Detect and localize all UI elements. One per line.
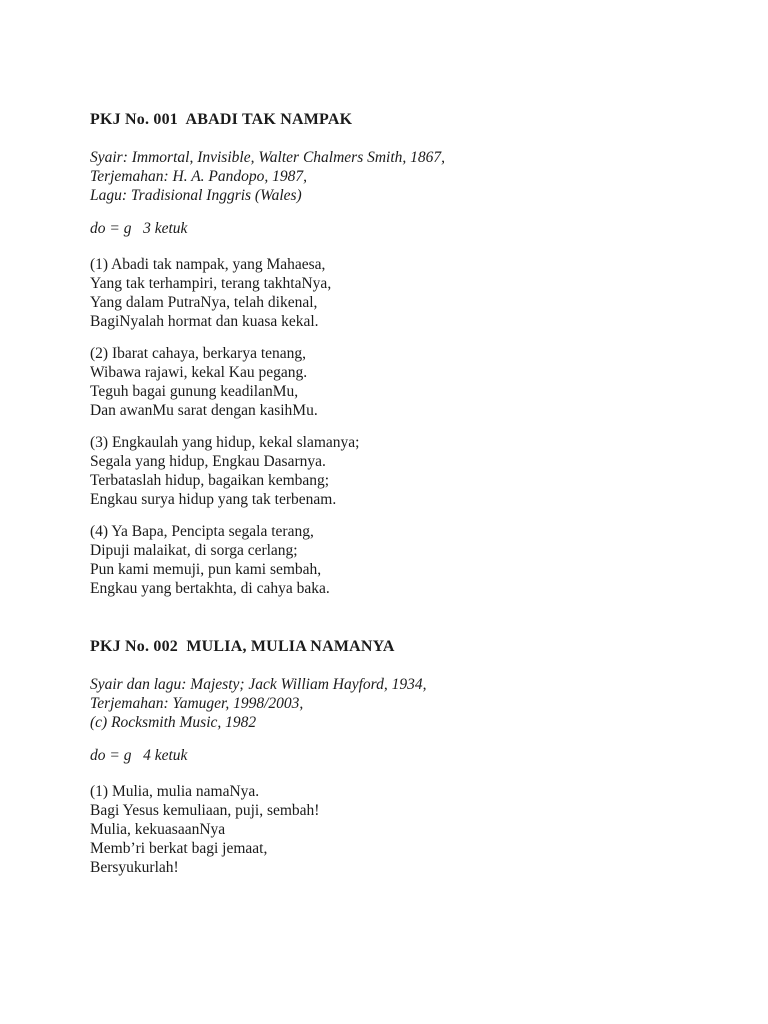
song-001-verse-1 — [90, 255, 698, 331]
verse-line: Segala yang hidup, Engkau Dasarnya. — [90, 453, 326, 470]
credit-line: Lagu: Tradisional Inggris (Wales) — [90, 187, 302, 204]
verse-line: (1) Abadi tak nampak, yang Mahaesa, — [90, 256, 326, 273]
song-001-verse-2 — [90, 344, 698, 420]
verse-line: Wibawa rajawi, kekal Kau pegang. — [90, 364, 308, 381]
song-002-key-signature: do = g 4 ketuk — [90, 747, 188, 764]
verse-line: Pun kami memuji, pun kami sembah, — [90, 561, 322, 578]
song-001-verse-3 — [90, 433, 698, 509]
song-001-verse-4 — [90, 522, 698, 598]
verse-line: (1) Mulia, mulia namaNya. — [90, 783, 260, 800]
song-002 — [90, 637, 698, 877]
verse-line: Bersyukurlah! — [90, 859, 179, 876]
verse-line: Engkau surya hidup yang tak terbenam. — [90, 491, 337, 508]
verse-line: Dan awanMu sarat dengan kasihMu. — [90, 402, 318, 419]
verse-line: Engkau yang bertakhta, di cahya baka. — [90, 580, 330, 597]
credit-line: Syair dan lagu: Majesty; Jack William Hayford, 1934, — [90, 676, 427, 693]
verse-line: (3) Engkaulah yang hidup, kekal slamanya; — [90, 434, 360, 451]
song-002-credits — [90, 675, 698, 732]
verse-line: Mulia, kekuasaanNya — [90, 821, 226, 838]
verse-line: Terbataslah hidup, bagaikan kembang; — [90, 472, 330, 489]
verse-line: Teguh bagai gunung keadilanMu, — [90, 383, 299, 400]
song-002-title: PKJ No. 002 MULIA, MULIA NAMANYA — [90, 638, 395, 655]
verse-line: Yang dalam PutraNya, telah dikenal, — [90, 294, 318, 311]
verse-line: (4) Ya Bapa, Pencipta segala terang, — [90, 523, 314, 540]
verse-line: Dipuji malaikat, di sorga cerlang; — [90, 542, 298, 559]
song-001-credits — [90, 148, 698, 205]
verse-line: (2) Ibarat cahaya, berkarya tenang, — [90, 345, 307, 362]
credit-line: (c) Rocksmith Music, 1982 — [90, 714, 257, 731]
song-001-key-signature: do = g 3 ketuk — [90, 220, 188, 237]
verse-line: Yang tak terhampiri, terang takhtaNya, — [90, 275, 332, 292]
credit-line: Terjemahan: H. A. Pandopo, 1987, — [90, 168, 307, 185]
song-001 — [90, 110, 698, 598]
song-002-verse-1 — [90, 782, 698, 877]
song-001-title: PKJ No. 001 ABADI TAK NAMPAK — [90, 111, 353, 128]
verse-line: BagiNyalah hormat dan kuasa kekal. — [90, 313, 319, 330]
credit-line: Syair: Immortal, Invisible, Walter Chalmers Smith, 1867, — [90, 149, 446, 166]
credit-line: Terjemahan: Yamuger, 1998/2003, — [90, 695, 304, 712]
verse-line: Memb’ri berkat bagi jemaat, — [90, 840, 268, 857]
verse-line: Bagi Yesus kemuliaan, puji, sembah! — [90, 802, 320, 819]
